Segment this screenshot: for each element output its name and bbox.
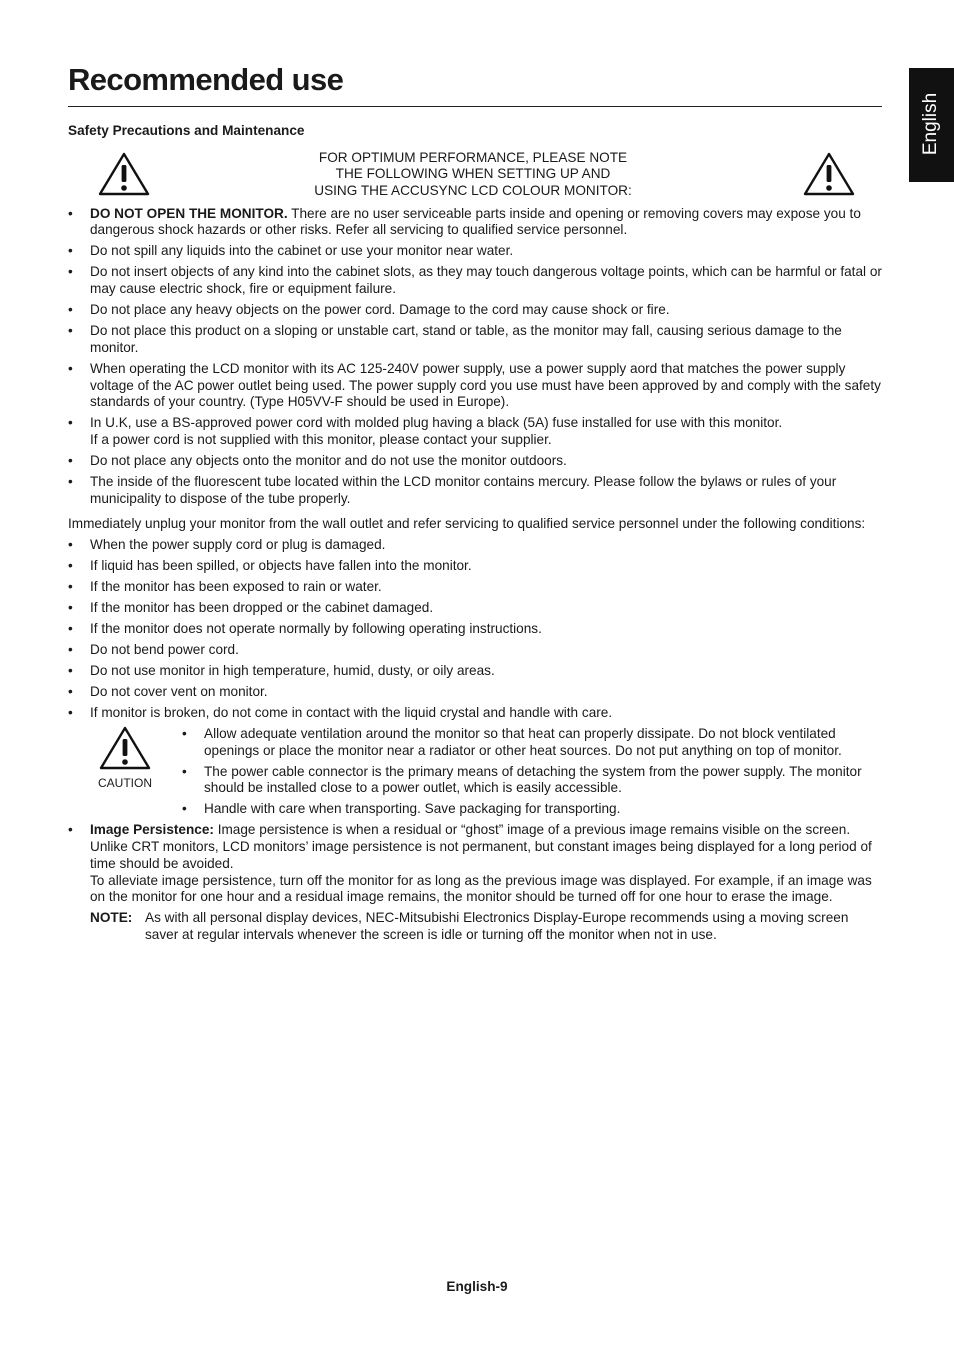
note [68, 910, 882, 943]
list-item [68, 415, 882, 448]
persistence-text-2: To alleviate image persistence, turn off the monitor for as long as the previous image was displayed. For example, if an image was on the monitor for one hour and a residual image remains, the monitor should be turned off for one hour to erase the image. [90, 872, 872, 905]
safety-notice [68, 150, 882, 202]
caution-triangle-icon [99, 726, 151, 770]
page-title: Recommended use [68, 62, 344, 97]
list-item: • When the power supply cord or plug is damaged. [68, 537, 882, 554]
note-label: NOTE: [90, 910, 133, 926]
list-item: • Do not place any heavy objects on the power cord. Damage to the cord may cause shock or fire. [68, 302, 882, 319]
list-item: • Do not insert objects of any kind into the cabinet slots, as they may touch dangerous voltage points, which can be harmful or fatal or may cause electric shock, fire or equipment failure. [68, 264, 882, 297]
list-item: • Do not bend power cord. [68, 642, 882, 659]
unplug-intro: Immediately unplug your monitor from the wall outlet and refer servicing to qualified service personnel under the following conditions: [68, 516, 866, 532]
list-item: • Do not place this product on a sloping or unstable cart, stand or table, as the monitor may fall, causing serious damage to the monitor. [68, 323, 882, 356]
list-item [68, 206, 882, 239]
list-item: • Handle with care when transporting. Save packaging for transporting. [182, 801, 882, 818]
list-item: • If the monitor does not operate normally by following operating instructions. [68, 621, 882, 638]
list-item: • The power cable connector is the primary means of detaching the system from the power supply. The monitor should be installed close to a power outlet, which is easily accessible. [182, 764, 882, 797]
safety-list [68, 206, 882, 508]
list-item: • Do not use monitor in high temperature, humid, dusty, or oily areas. [68, 663, 882, 680]
list-item: • If the monitor has been dropped or the cabinet damaged. [68, 600, 882, 617]
list-item-text: There are no user serviceable parts inside and opening or removing covers may expose you to dangerous shock hazards or other risks. Refer all servicing to qualified service personnel. [90, 205, 861, 238]
language-tab [909, 68, 954, 182]
notice-text [288, 150, 658, 200]
notice-line-1: FOR OPTIMUM PERFORMANCE, PLEASE NOTE [318, 149, 628, 165]
section-heading: Safety Precautions and Maintenance [68, 123, 305, 138]
warning-triangle-icon [98, 152, 150, 196]
caution-list [182, 726, 882, 818]
persistence-list [68, 822, 882, 906]
language-tab-label: English [920, 92, 941, 156]
list-item: • Do not place any objects onto the monitor and do not use the monitor outdoors. [68, 453, 882, 470]
caution-label: CAUTION [98, 775, 152, 790]
list-item: • The inside of the fluorescent tube located within the LCD monitor contains mercury. Please follow the bylaws or rules of your municipality to dispose of the tube properly. [68, 474, 882, 507]
list-item-text: If a power cord is not supplied with this monitor, please contact your supplier. [90, 431, 552, 447]
note-text: As with all personal display devices, NEC-Mitsubishi Electronics Display-Europe recommends using a moving screen saver at regular intervals whenever the screen is idle or turning off the monitor when not in use. [145, 910, 849, 942]
list-item [68, 822, 882, 906]
warning-triangle-icon [803, 152, 855, 196]
notice-line-2: THE FOLLOWING WHEN SETTING UP AND [335, 166, 611, 182]
page-number: English-9 [446, 1279, 508, 1294]
list-item-text: In U.K, use a BS-approved power cord with molded plug having a black (5A) fuse installed for use with this monitor. [90, 415, 783, 431]
list-item: • Do not cover vent on monitor. [68, 684, 882, 701]
persistence-text: Image persistence is when a residual or “ghost” image of a previous image remains visible on the screen. Unlike CRT monitors, LCD monitors’ image persistence is not permanent, but constant images being displayed for a long period of time should be avoided. [90, 822, 872, 871]
title-divider [68, 106, 882, 107]
notice-line-3: USING THE ACCUSYNC LCD COLOUR MONITOR: [314, 183, 632, 199]
list-item-lead: DO NOT OPEN THE MONITOR. [90, 205, 288, 221]
page-content [68, 123, 882, 944]
list-item: • When operating the LCD monitor with its AC 125-240V power supply, use a power supply aord that matches the power supply voltage of the AC power outlet being used. The power supply cord you use must have been approved by and comply with the safety standards of your country. (Type H05VV-F should be used in Europe). [68, 361, 882, 411]
list-item: • If liquid has been spilled, or objects have fallen into the monitor. [68, 558, 882, 575]
persistence-lead: Image Persistence: [90, 822, 214, 838]
list-item: • Allow adequate ventilation around the monitor so that heat can properly dissipate. Do not block ventilated openings or place the monitor near a radiator or other heat sources. Do not put anything on top of monitor. [182, 726, 882, 759]
caution-figure [90, 726, 160, 791]
caution-block [68, 726, 882, 818]
list-item: • Do not spill any liquids into the cabinet or use your monitor near water. [68, 243, 882, 260]
unplug-list [68, 537, 882, 722]
list-item: • If monitor is broken, do not come in contact with the liquid crystal and handle with care. [68, 705, 882, 722]
list-item: • If the monitor has been exposed to rain or water. [68, 579, 882, 596]
